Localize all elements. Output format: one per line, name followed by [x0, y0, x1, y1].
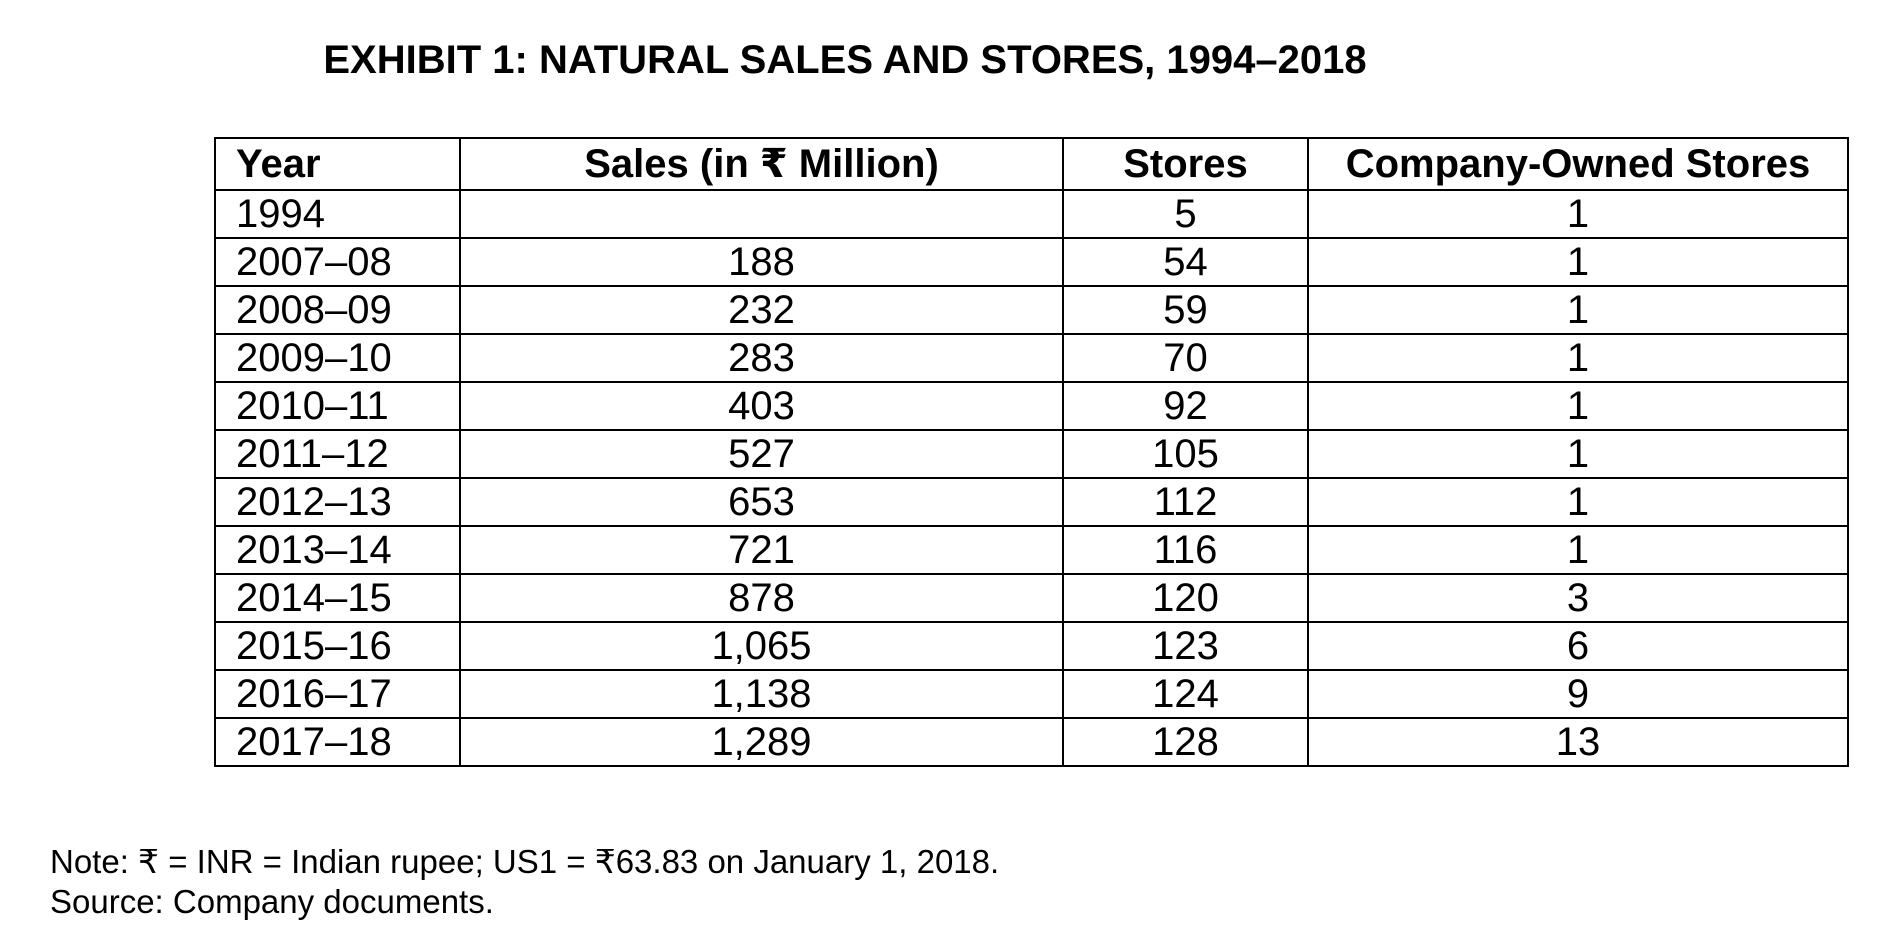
- cell-sales: 283: [460, 334, 1063, 382]
- table-row: [215, 382, 1848, 430]
- cell-stores: 112: [1063, 478, 1308, 526]
- cell-sales: 1,065: [460, 622, 1063, 670]
- cell-year: 2011–12: [215, 430, 460, 478]
- cell-company-owned: 1: [1308, 286, 1848, 334]
- currency-note: Note: ₹ = INR = Indian rupee; US1 = ₹63.83 on January 1, 2018.: [50, 843, 1000, 880]
- cell-stores: 123: [1063, 622, 1308, 670]
- table-row: [215, 286, 1848, 334]
- cell-company-owned: 6: [1308, 622, 1848, 670]
- header-year: Year: [215, 138, 460, 190]
- cell-sales: 527: [460, 430, 1063, 478]
- footnotes: [50, 842, 999, 922]
- table-row: [215, 718, 1848, 766]
- cell-stores: 116: [1063, 526, 1308, 574]
- cell-company-owned: 1: [1308, 430, 1848, 478]
- table-row: [215, 574, 1848, 622]
- cell-sales: 188: [460, 238, 1063, 286]
- source-note: Source: Company documents.: [50, 883, 494, 920]
- cell-sales: 1,138: [460, 670, 1063, 718]
- cell-stores: 105: [1063, 430, 1308, 478]
- cell-year: 2017–18: [215, 718, 460, 766]
- cell-sales: [460, 190, 1063, 238]
- cell-stores: 124: [1063, 670, 1308, 718]
- cell-stores: 5: [1063, 190, 1308, 238]
- cell-stores: 59: [1063, 286, 1308, 334]
- cell-sales: 878: [460, 574, 1063, 622]
- cell-year: 2014–15: [215, 574, 460, 622]
- cell-year: 2013–14: [215, 526, 460, 574]
- header-sales: Sales (in ₹ Million): [460, 138, 1063, 190]
- cell-stores: 54: [1063, 238, 1308, 286]
- cell-company-owned: 1: [1308, 478, 1848, 526]
- cell-stores: 70: [1063, 334, 1308, 382]
- cell-sales: 232: [460, 286, 1063, 334]
- header-stores: Stores: [1063, 138, 1308, 190]
- cell-stores: 128: [1063, 718, 1308, 766]
- cell-year: 2010–11: [215, 382, 460, 430]
- cell-stores: 92: [1063, 382, 1308, 430]
- table-row: [215, 526, 1848, 574]
- cell-year: 1994: [215, 190, 460, 238]
- cell-sales: 1,289: [460, 718, 1063, 766]
- cell-sales: 403: [460, 382, 1063, 430]
- table-row: [215, 238, 1848, 286]
- table-header-row: [215, 138, 1848, 190]
- cell-company-owned: 1: [1308, 382, 1848, 430]
- sales-stores-table: [214, 137, 1849, 767]
- table-row: [215, 478, 1848, 526]
- cell-company-owned: 9: [1308, 670, 1848, 718]
- header-company-owned-stores: Company-Owned Stores: [1308, 138, 1848, 190]
- table-row: [215, 622, 1848, 670]
- cell-company-owned: 3: [1308, 574, 1848, 622]
- table-row: [215, 670, 1848, 718]
- cell-year: 2008–09: [215, 286, 460, 334]
- cell-sales: 721: [460, 526, 1063, 574]
- table-row: [215, 190, 1848, 238]
- cell-year: 2009–10: [215, 334, 460, 382]
- cell-year: 2016–17: [215, 670, 460, 718]
- table-row: [215, 334, 1848, 382]
- cell-year: 2007–08: [215, 238, 460, 286]
- page-title: EXHIBIT 1: NATURAL SALES AND STORES, 1994–2018: [323, 38, 1367, 82]
- cell-company-owned: 1: [1308, 334, 1848, 382]
- cell-sales: 653: [460, 478, 1063, 526]
- cell-company-owned: 1: [1308, 526, 1848, 574]
- table-row: [215, 430, 1848, 478]
- cell-company-owned: 1: [1308, 238, 1848, 286]
- cell-stores: 120: [1063, 574, 1308, 622]
- cell-year: 2012–13: [215, 478, 460, 526]
- cell-company-owned: 1: [1308, 190, 1848, 238]
- cell-year: 2015–16: [215, 622, 460, 670]
- cell-company-owned: 13: [1308, 718, 1848, 766]
